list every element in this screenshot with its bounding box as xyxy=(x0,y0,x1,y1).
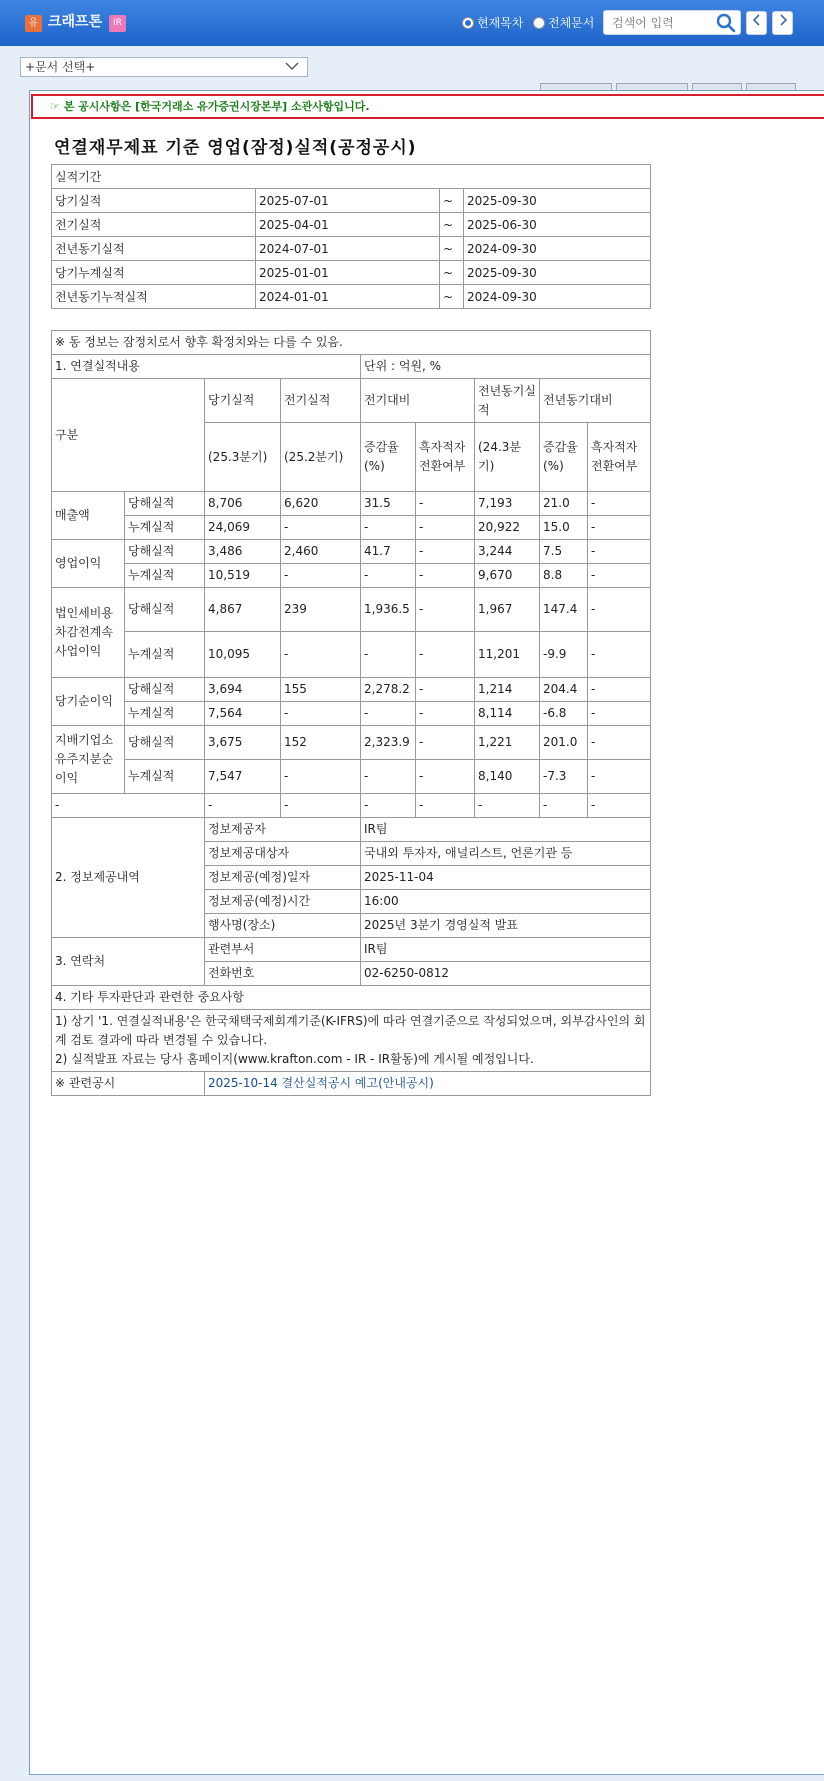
related-label: ※ 관련공시 xyxy=(52,1072,205,1096)
table-row: 누계실적 10,519 - - - 9,670 8.8 - xyxy=(52,564,651,588)
search-input[interactable] xyxy=(610,11,715,34)
table-row: 전기실적 2025-04-01 ~ 2025-06-30 xyxy=(52,213,651,237)
table-row: 전년동기실적 2024-07-01 ~ 2024-09-30 xyxy=(52,237,651,261)
period-header: 실적기간 xyxy=(52,165,651,189)
results-table xyxy=(51,330,651,1096)
section-title: 1. 연결실적내용 xyxy=(52,355,361,379)
table-row: 행사명(장소) 2025년 3분기 경영실적 발표 xyxy=(52,914,651,938)
header-turn: 흑자적자전환여부 xyxy=(416,423,475,492)
document-select[interactable] xyxy=(20,57,308,77)
header-prev-cmp: 전기대비 xyxy=(361,379,475,423)
header-cur-sub: (25.3분기) xyxy=(205,423,281,492)
table-row: 누계실적 10,095 - - - 11,201 -9.9 - xyxy=(52,632,651,678)
radio-current-label: 현재목차 xyxy=(477,16,524,30)
header-cur: 당기실적 xyxy=(205,379,281,423)
table-row: 매출액 당해실적 8,706 6,620 31.5 - 7,193 21.0 - xyxy=(52,492,651,516)
unit-label: 단위 : 억원, % xyxy=(361,355,651,379)
table-row: 전년동기누적실적 2024-01-01 ~ 2024-09-30 xyxy=(52,285,651,309)
table-row: 정보제공대상자 국내외 투자자, 애널리스트, 언론기관 등 xyxy=(52,842,651,866)
radio-current-toc[interactable] xyxy=(462,14,523,31)
header-turn2: 흑자적자전환여부 xyxy=(588,423,651,492)
radio-all-indicator[interactable] xyxy=(533,17,545,29)
other-note-2: 2) 실적발표 자료는 당사 홈페이지(www.krafton.com - IR - IR활동)에 게시될 예정입니다. xyxy=(55,1052,534,1066)
table-row: 당기실적 2025-07-01 ~ 2025-09-30 xyxy=(52,189,651,213)
table-row: 누계실적 24,069 - - - 20,922 15.0 - xyxy=(52,516,651,540)
row-group-label: 법인세비용차감전계속사업이익 xyxy=(52,588,125,678)
period-table xyxy=(51,164,651,309)
jurisdiction-notice: ☞ 본 공시사항은 [한국거래소 유가증권시장본부] 소관사항입니다. xyxy=(31,94,824,119)
other-note-1: 1) 상기 '1. 연결실적내용'은 한국채택국제회계기준(K-IFRS)에 따라 연결기준으로 작성되었으며, 외부감사인의 회계 검토 결과에 따라 변경될 수 있습니다. xyxy=(55,1014,646,1047)
table-row: 정보제공(예정)시간 16:00 xyxy=(52,890,651,914)
header-rate2: 증감율(%) xyxy=(540,423,588,492)
row-group-label: 영업이익 xyxy=(52,540,125,588)
company-name[interactable]: 크래프톤 xyxy=(48,14,103,30)
document-frame xyxy=(29,90,824,1775)
related-disclosure-link[interactable]: 2025-10-14 결산실적공시 예고(안내공시) xyxy=(205,1072,651,1096)
search-icon[interactable] xyxy=(716,13,736,37)
table-row: 영업이익 당해실적 3,486 2,460 41.7 - 3,244 7.5 - xyxy=(52,540,651,564)
note-row: ※ 동 정보는 잠정치로서 향후 확정치와는 다를 수 있음. xyxy=(52,331,651,355)
row-group-label: 매출액 xyxy=(52,492,125,540)
section-title: 4. 기타 투자판단과 관련한 중요사항 xyxy=(52,986,651,1010)
market-badge: 유 xyxy=(25,15,42,32)
document-select-value: +문서 선택+ xyxy=(25,60,96,74)
radio-all-label: 전체문서 xyxy=(548,16,595,30)
table-row: 3. 연락처 관련부서 IR팀 xyxy=(52,938,651,962)
header-rate: 증감율(%) xyxy=(361,423,416,492)
chevron-left-icon xyxy=(752,13,762,27)
chevron-right-icon xyxy=(778,13,788,27)
top-header xyxy=(0,0,824,46)
table-row: 법인세비용차감전계속사업이익 당해실적 4,867 239 1,936.5 - 1,967 147.4 - xyxy=(52,588,651,632)
table-row: 전화번호 02-6250-0812 xyxy=(52,962,651,986)
radio-current-indicator[interactable] xyxy=(462,17,474,29)
table-row: 당기순이익 당해실적 3,694 155 2,278.2 - 1,214 204.4 - xyxy=(52,678,651,702)
header-yoy-cmp: 전년동기대비 xyxy=(540,379,651,423)
next-button[interactable] xyxy=(772,11,793,35)
table-row: 정보제공(예정)일자 2025-11-04 xyxy=(52,866,651,890)
table-row: 당기누계실적 2025-01-01 ~ 2025-09-30 xyxy=(52,261,651,285)
section-title: 3. 연락처 xyxy=(52,938,205,986)
table-row: 지배기업소유주지분순이익 당해실적 3,675 152 2,323.9 - 1,221 201.0 - xyxy=(52,726,651,760)
header-prev: 전기실적 xyxy=(281,379,361,423)
header-yoy: 전년동기실적 xyxy=(475,379,540,423)
other-notes xyxy=(52,1010,651,1072)
section-title: 2. 정보제공내역 xyxy=(52,818,205,938)
header-gubun: 구분 xyxy=(52,379,205,492)
row-group-label: 당기순이익 xyxy=(52,678,125,726)
table-row: 누계실적 7,547 - - - 8,140 -7.3 - xyxy=(52,760,651,794)
header-yoy-sub: (24.3분기) xyxy=(475,423,540,492)
table-row: - - - - - - - - xyxy=(52,794,651,818)
header-prev-sub: (25.2분기) xyxy=(281,423,361,492)
prev-button[interactable] xyxy=(746,11,767,35)
row-group-label: 지배기업소유주지분순이익 xyxy=(52,726,125,794)
chevron-down-icon xyxy=(285,62,299,71)
radio-all-docs[interactable] xyxy=(533,14,594,31)
table-row: 2. 정보제공내역 정보제공자 IR팀 xyxy=(52,818,651,842)
table-row: 누계실적 7,564 - - - 8,114 -6.8 - xyxy=(52,702,651,726)
page-title: 연결재무제표 기준 영업(잠정)실적(공정공시) xyxy=(54,138,417,158)
ir-badge[interactable]: IR xyxy=(109,15,126,32)
search-box xyxy=(603,10,741,35)
